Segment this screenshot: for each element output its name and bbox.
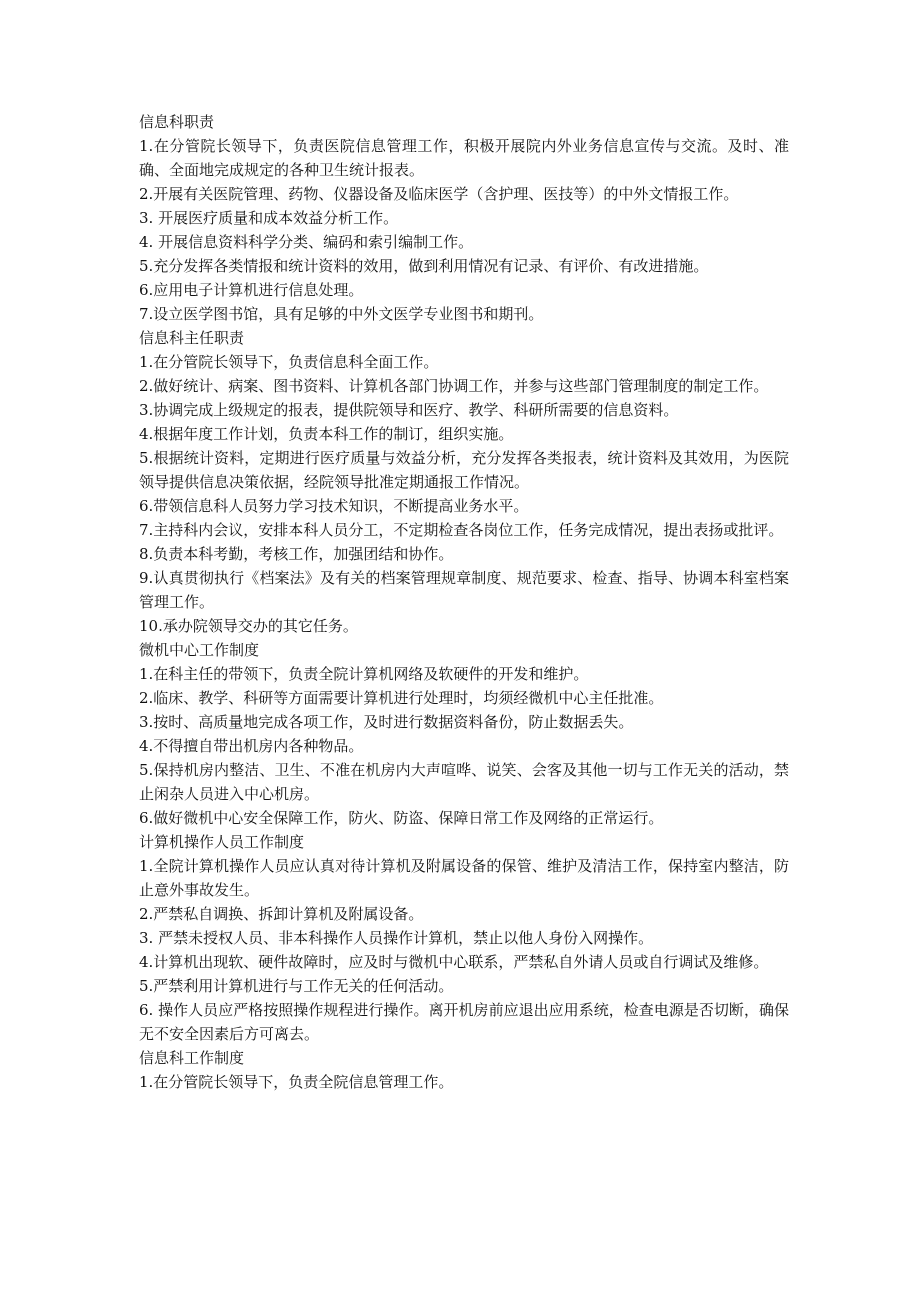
list-item: 2.开展有关医院管理、药物、仪器设备及临床医学（含护理、医技等）的中外文情报工作。 bbox=[139, 185, 739, 203]
list-item: 2.做好统计、病案、图书资料、计算机各部门协调工作，并参与这些部门管理制度的制定工作。 bbox=[139, 377, 769, 395]
list-item: 3.按时、高质量地完成各项工作，及时进行数据资料备份，防止数据丢失。 bbox=[139, 713, 634, 731]
list-item: 5.严禁利用计算机进行与工作无关的任何活动。 bbox=[139, 977, 454, 995]
list-item: 4. 开展信息资料科学分类、编码和索引编制工作。 bbox=[139, 233, 474, 251]
document-body bbox=[139, 110, 789, 1094]
section-info-dept-duties bbox=[139, 110, 789, 326]
list-item: 1.全院计算机操作人员应认真对待计算机及附属设备的保管、维护及清洁工作，保持室内整洁，防止意外事故发生。 bbox=[139, 857, 789, 899]
list-item: 6.带领信息科人员努力学习技术知识，不断提高业务水平。 bbox=[139, 497, 529, 515]
section-title: 信息科职责 bbox=[139, 113, 215, 131]
section-computer-center-rules bbox=[139, 638, 789, 830]
list-item: 6. 操作人员应严格按照操作规程进行操作。离开机房前应退出应用系统，检查电源是否切断，确保无不安全因素后方可离去。 bbox=[139, 1001, 789, 1043]
section-info-dept-rules bbox=[139, 1046, 789, 1094]
list-item: 6.做好微机中心安全保障工作，防火、防盗、保障日常工作及网络的正常运行。 bbox=[139, 809, 664, 827]
list-item: 1.在分管院长领导下，负责医院信息管理工作，积极开展院内外业务信息宣传与交流。及时、准确、全面地完成规定的各种卫生统计报表。 bbox=[139, 137, 789, 179]
section-title: 信息科工作制度 bbox=[139, 1049, 245, 1067]
list-item: 5.根据统计资料，定期进行医疗质量与效益分析，充分发挥各类报表，统计资料及其效用，为医院领导提供信息决策依据，经院领导批准定期通报工作情况。 bbox=[139, 449, 789, 491]
section-title: 微机中心工作制度 bbox=[139, 641, 260, 659]
section-operator-rules bbox=[139, 830, 789, 1046]
list-item: 4.根据年度工作计划，负责本科工作的制订，组织实施。 bbox=[139, 425, 514, 443]
list-item: 1.在科主任的带领下，负责全院计算机网络及软硬件的开发和维护。 bbox=[139, 665, 589, 683]
list-item: 8.负责本科考勤，考核工作，加强团结和协作。 bbox=[139, 545, 454, 563]
list-item: 5.保持机房内整洁、卫生、不准在机房内大声喧哗、说笑、会客及其他一切与工作无关的活动，禁止闲杂人员进入中心机房。 bbox=[139, 761, 789, 803]
list-item: 9.认真贯彻执行《档案法》及有关的档案管理规章制度、规范要求、检查、指导、协调本科室档案管理工作。 bbox=[139, 569, 789, 611]
list-item: 6.应用电子计算机进行信息处理。 bbox=[139, 281, 364, 299]
list-item: 7.主持科内会议，安排本科人员分工，不定期检查各岗位工作，任务完成情况，提出表扬或批评。 bbox=[139, 521, 784, 539]
list-item: 4.不得擅自带出机房内各种物品。 bbox=[139, 737, 364, 755]
list-item: 3. 开展医疗质量和成本效益分析工作。 bbox=[139, 209, 399, 227]
list-item: 3. 严禁未授权人员、非本科操作人员操作计算机，禁止以他人身份入网操作。 bbox=[139, 929, 654, 947]
section-title: 计算机操作人员工作制度 bbox=[139, 833, 305, 851]
section-info-director-duties bbox=[139, 326, 789, 638]
list-item: 2.严禁私自调换、拆卸计算机及附属设备。 bbox=[139, 905, 424, 923]
list-item: 3.协调完成上级规定的报表，提供院领导和医疗、教学、科研所需要的信息资料。 bbox=[139, 401, 679, 419]
list-item: 5.充分发挥各类情报和统计资料的效用，做到利用情况有记录、有评价、有改进措施。 bbox=[139, 257, 709, 275]
list-item: 4.计算机出现软、硬件故障时，应及时与微机中心联系，严禁私自外请人员或自行调试及维修。 bbox=[139, 953, 769, 971]
list-item: 10.承办院领导交办的其它任务。 bbox=[139, 617, 358, 635]
list-item: 1.在分管院长领导下，负责信息科全面工作。 bbox=[139, 353, 439, 371]
section-title: 信息科主任职责 bbox=[139, 329, 245, 347]
list-item: 7.设立医学图书馆，具有足够的中外文医学专业图书和期刊。 bbox=[139, 305, 544, 323]
list-item: 1.在分管院长领导下，负责全院信息管理工作。 bbox=[139, 1073, 454, 1091]
list-item: 2.临床、教学、科研等方面需要计算机进行处理时，均须经微机中心主任批准。 bbox=[139, 689, 664, 707]
